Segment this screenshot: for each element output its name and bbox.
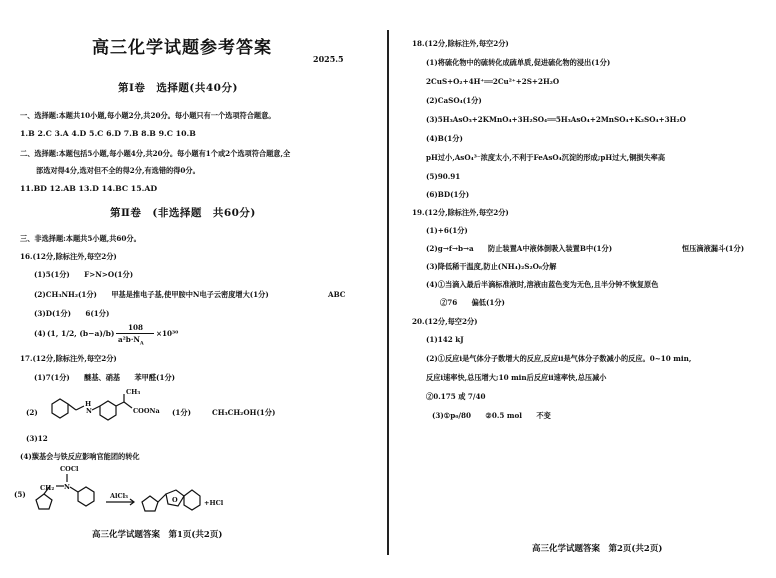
q20-heading: 20.(12分,每空2分)	[412, 317, 478, 326]
svg-text:CH₂: CH₂	[40, 484, 55, 492]
q16-answer-2-choice: ABC	[328, 290, 346, 299]
q16-answer-4-numerator: 108	[128, 323, 144, 332]
q17-answer-2-label: (2)	[26, 408, 38, 417]
q19-answer-3: (3)降低稀干温度,防止(NH₄)₂S₂O₈分解	[426, 262, 557, 271]
q18-answer-4-explanation: pH过小,AsO₄³⁻浓度太小,不利于FeAsO₄沉淀的形成;pH过大,铜损失率高	[426, 153, 666, 162]
q18-answer-3: (3)5H₃AsO₃+2KMnO₄+3H₂SO₄══5H₃AsO₄+2MnSO₄+K₂SO₄+3H₂O	[426, 115, 686, 124]
q19-answer-4: (4)①当滴入最后半滴标准液时,溶液由蓝色变为无色,且半分钟不恢复原色	[426, 280, 659, 289]
sec2-heading-line2: 部选对得4分,选对但不全的得2分,有选错的得0分。	[36, 166, 200, 175]
svg-text:N: N	[64, 483, 70, 491]
q17-reaction-scheme	[26, 462, 251, 524]
fraction-bar	[116, 333, 154, 334]
right-page	[392, 0, 776, 578]
q18-answer-5: (5)90.91	[426, 172, 461, 181]
q19-heading: 19.(12分,除标注外,每空2分)	[412, 208, 509, 217]
q16-answer-2: (2)CH₃NH₂(1分) 甲基是推电子基,使甲胺中N电子云密度增大(1分)	[34, 290, 269, 299]
q19-answer-2-apparatus: 恒压滴液漏斗(1分)	[682, 244, 745, 253]
part1-title: 第Ⅰ卷 选择题(共40分)	[118, 82, 238, 94]
svg-text:COONa: COONa	[133, 407, 160, 415]
q18-answer-6: (6)BD(1分)	[426, 190, 470, 199]
q16-answer-4-coordinate: (1, 1/2, (b−a)/b)	[47, 329, 115, 338]
q20-answer-1: (1)142 kJ	[426, 335, 464, 344]
svg-text:O: O	[172, 496, 178, 504]
svg-text:+HCl: +HCl	[204, 499, 224, 507]
sec1-heading: 一、选择题:本题共10小题,每小题2分,共20分。每小题只有一个选项符合题意。	[20, 111, 276, 120]
exam-date: 2025.5	[313, 54, 344, 64]
page-divider	[387, 30, 389, 555]
sec2-answers: 11.BD 12.AB 13.D 14.BC 15.AD	[20, 184, 158, 193]
q17-answer-3: (3)12	[26, 434, 48, 443]
q16-answer-1: (1)5(1分) F>N>O(1分)	[34, 270, 134, 279]
q17-answer-4: (4)羰基会与铁反应影响官能团的转化	[20, 452, 140, 461]
q18-answer-1-equation: 2CuS+O₂+4H⁺══2Cu²⁺+2S+2H₂O	[426, 77, 560, 86]
sec1-answers: 1.B 2.C 3.A 4.D 5.C 6.D 7.B 8.B 9.C 10.B	[20, 129, 196, 138]
q16-answer-4-denominator: $a^2b\cdot N_A$	[118, 335, 144, 347]
q19-answer-2: (2)g→f→b→a 防止装置A中液体倒吸入装置B中(1分)	[426, 244, 613, 253]
q18-answer-2: (2)CaSO₄(1分)	[426, 96, 482, 105]
part2-title: 第Ⅱ卷 (非选择题 共60分)	[110, 207, 256, 219]
q18-answer-1: (1)将硫化物中的硫转化成硫单质,促进硫化物的浸出(1分)	[426, 58, 611, 67]
q17-heading: 17.(12分,除标注外,每空2分)	[20, 354, 117, 363]
page-footer: 高三化学试题答案 第1页(共2页)	[92, 530, 223, 540]
svg-text:H: H	[85, 400, 92, 408]
q16-answer-4-label: (4)	[34, 329, 46, 338]
q20-answer-2-continued: 反应i速率快,总压增大;10 min后反应ii速率快,总压减小	[426, 373, 607, 382]
left-page	[0, 0, 385, 578]
q17-structure-diagram	[40, 386, 175, 426]
q20-answer-2: (2)①反应i是气体分子数增大的反应,反应ii是气体分子数减小的反应。0~10 min,	[426, 354, 692, 363]
q20-answer-2-value: ②0.175 或 7/40	[426, 392, 486, 401]
q18-answer-4: (4)B(1分)	[426, 134, 463, 143]
q16-answer-3: (3)D(1分) 6(1分)	[34, 309, 110, 318]
svg-text:AlCl₃: AlCl₃	[110, 492, 129, 500]
q18-heading: 18.(12分,除标注外,每空2分)	[412, 39, 509, 48]
q20-answer-3: (3)①p₀/80 ②0.5 mol 不变	[432, 411, 551, 420]
q19-answer-1: (1)+6(1分)	[426, 226, 468, 235]
q17-answer-1: (1)7(1分) 醚基、硝基 苯甲醛(1分)	[34, 373, 176, 382]
q17-answer-5-label: (5)	[14, 490, 26, 499]
q16-heading: 16.(12分,除标注外,每空2分)	[20, 252, 117, 261]
q19-answer-4-part2: ②76 偏低(1分)	[440, 298, 505, 307]
page-footer: 高三化学试题答案 第2页(共2页)	[532, 544, 663, 554]
q17-answer-2-alcohol: CH₃CH₂OH(1分)	[212, 408, 276, 417]
sec2-heading-line1: 二、选择题:本题包括5小题,每小题4分,共20分。每小题有1个或2个选项符合题意,全	[20, 149, 291, 158]
svg-text:COCl: COCl	[60, 465, 79, 473]
svg-text:CH₃: CH₃	[126, 388, 141, 396]
page-title: 高三化学试题参考答案	[92, 38, 272, 58]
q17-answer-2-score: (1分)	[172, 408, 191, 417]
q16-answer-4-exponent: ×10³⁰	[156, 329, 179, 338]
sec3-heading: 三、非选择题:本题共5小题,共60分。	[20, 234, 141, 243]
svg-text:N: N	[86, 407, 92, 415]
